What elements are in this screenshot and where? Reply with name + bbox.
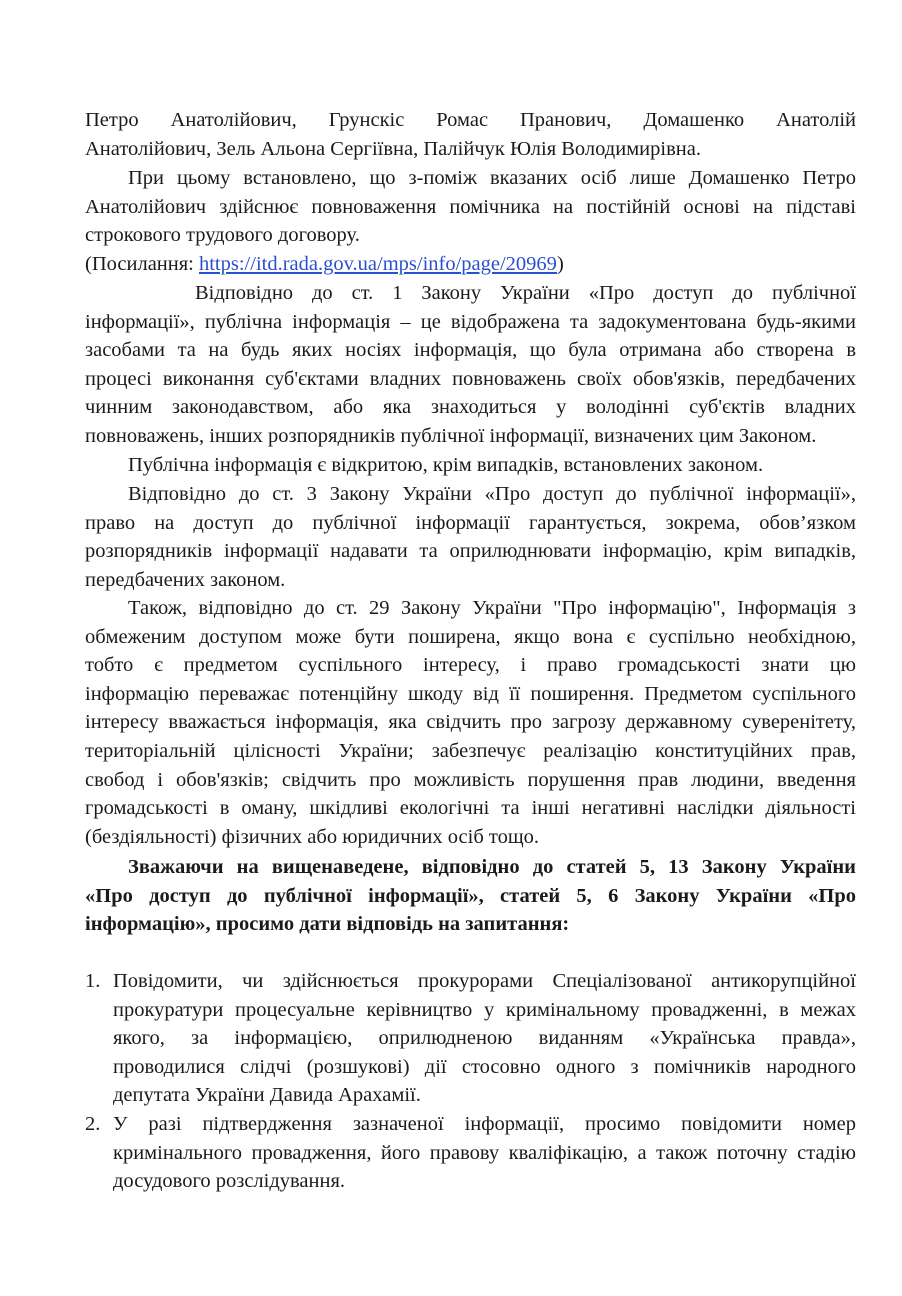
text-line: У разі підтвердження зазначеної інформації, просимо повідомити номер [113, 1113, 856, 1135]
list-number: 1. [85, 970, 101, 992]
text-line: Публічна інформація є відкритою, крім випадків, встановлених законом. [128, 454, 764, 476]
list-number: 2. [85, 1113, 101, 1135]
text-line: Відповідно до ст. 1 Закону України «Про доступ до публічної [195, 282, 856, 304]
text-line: право на доступ до публічної інформації гарантується, зокрема, обов’язком [85, 511, 856, 534]
text-line: засобами та на будь яких носіях інформація, що була отримана або створена в [85, 339, 856, 362]
text-line: інтересу вважається інформація, яка свідчить про загрозу державному суверенітету, [85, 711, 856, 734]
reference-prefix: (Посилання: [85, 253, 199, 275]
text-line: Анатолійович, Зель Альона Сергіївна, Палійчук Юлія Володимирівна. [85, 137, 701, 160]
text-line: досудового розслідування. [113, 1170, 346, 1193]
text-line: інформації», публічна інформація – це відображена та задокументована будь-якими [85, 310, 856, 333]
text-line: прокуратури процесуальне керівництво у кримінальному провадженні, в межах [113, 998, 856, 1021]
reference-link[interactable]: https://itd.rada.gov.ua/mps/info/page/20969 [198, 253, 557, 275]
reference-suffix: ) [556, 253, 564, 275]
public-info-open-paragraph [85, 451, 856, 480]
law-article-29-paragraph [85, 594, 856, 851]
request-paragraph [85, 853, 856, 939]
text-line: Петро Анатолійович, Грунскіс Ромас Пранович, Домашенко Анатолій [85, 109, 856, 131]
text-line: процесі виконання суб'єктами владних повноважень своїх обов'язків, передбачених [85, 367, 856, 390]
text-line: свобод і обов'язків; свідчить про можливість порушення прав людини, введення [85, 768, 856, 791]
names-paragraph [85, 106, 856, 163]
law-article-1-paragraph [85, 279, 856, 451]
text-line: чинним законодавством, або яка знаходиться у володінні суб'єктів владних [85, 396, 856, 419]
text-line: «Про доступ до публічної інформації», статей 5, 6 Закону України «Про [85, 884, 856, 907]
text-line: тобто є предметом суспільного інтересу, і право громадськості знати цю [85, 654, 856, 677]
text-line: обмеженим доступом може бути поширена, якщо вона є суспільно необхідною, [85, 625, 856, 648]
text-line: повноважень, інших розпорядників публічної інформації, визначених цим Законом. [85, 424, 817, 447]
text-line: проводилися слідчі (розшукові) дії стосовно одного з помічників народного [113, 1055, 856, 1078]
text-line: інформацію», просимо дати відповідь на запитання: [85, 913, 570, 936]
text-line: розпорядників інформації надавати та оприлюднювати інформацію, крім випадків, [85, 540, 856, 563]
text-line: строкового трудового договору. [85, 224, 360, 247]
text-line: Анатолійович здійснює повноваження помічника на постійній основі на підставі [85, 195, 856, 218]
text-line: територіальній цілісності України; забезпечує реалізацію конституційних прав, [85, 739, 856, 762]
text-line: При цьому встановлено, що з-поміж вказаних осіб лише Домашенко Петро [128, 167, 856, 189]
law-article-3-paragraph [85, 480, 856, 594]
text-line: Відповідно до ст. 3 Закону України «Про доступ до публічної інформації», [128, 483, 856, 505]
text-line: (бездіяльності) фізичних або юридичних осіб тощо. [85, 825, 539, 848]
text-line: Повідомити, чи здійснюється прокурорами Спеціалізованої антикорупційної [113, 970, 856, 992]
reference-line [85, 250, 856, 279]
text-line: Зважаючи на вищенаведене, відповідно до статей 5, 13 Закону України [128, 856, 856, 878]
text-line: Також, відповідно до ст. 29 Закону України "Про інформацію", Інформація з [128, 597, 856, 619]
assistant-status-paragraph [85, 164, 856, 250]
text-line: передбачених законом. [85, 568, 286, 591]
text-line: інформацію переважає потенційну шкоду від її поширення. Предметом суспільного [85, 682, 856, 705]
text-line: кримінального провадження, його правову кваліфікацію, а також поточну стадію [113, 1141, 856, 1164]
text-line: якого, за інформацією, оприлюдненою виданням «Українська правда», [113, 1027, 856, 1050]
text-line: громадськості в оману, шкідливі екологічні та інші негативні наслідки діяльності [85, 797, 856, 820]
text-line: депутата України Давида Арахамії. [113, 1084, 421, 1107]
